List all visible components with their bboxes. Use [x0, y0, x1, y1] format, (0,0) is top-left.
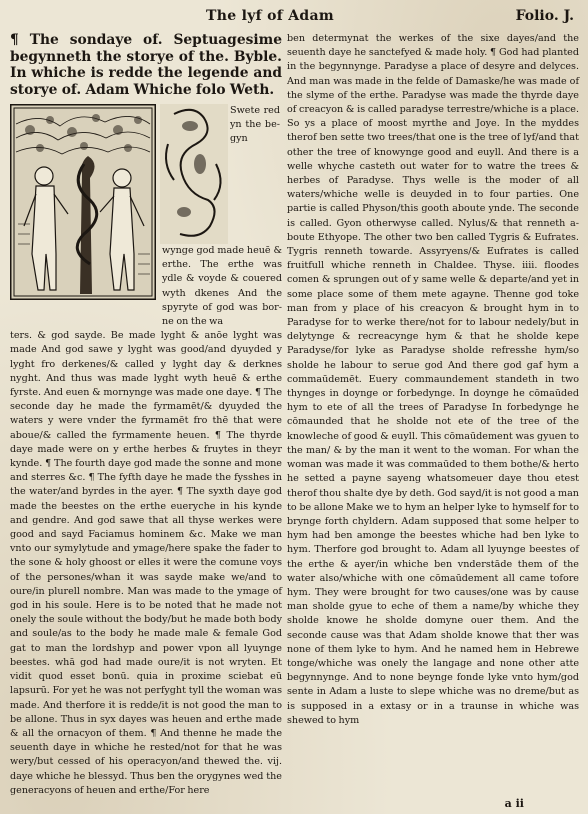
ornamental-initial: [160, 104, 228, 244]
left-column: [10, 32, 282, 798]
left-column-text: ters. & god sayde. Be made lyght & anōe lyght was made And god sawe y lyght was good/and dyuyded y lyght fro derkenes/& called y lyght day & derknes nyght. And thus was made lyght wyth heuē & erthe fyrste. And euen & mornynge was made one daye. ¶ The seconde day he made the fyrmamēt/& dyuyded the waters y were vnder the fyrmamēt fro thē that were aboue/& called the fyrmamente heuen. ¶ The thyrde daye made were on y erthe herbes & fruytes in theyr kynde. ¶ The fourth daye god made the sonne and mone and sterres &c. ¶ The fyfth daye he made the fysshes in the water/and byrdes in the ayer. ¶ The syxth daye god made the beestes on the erthe eueryche in his kynde and gendre. And god sawe that all thyse werkes were good and sayd Faciamus hominem &c. Make we man vnto our symylytude and ymage/here spake the fader to the sone & holy ghoost or elles it were the comune voys of the persones/whan it was sayde make we/and to oure/in plurell nombre. Man was made to the ymage of god in his soule. Here is to be noted that he made not onely the soule without the body/but he made both body and soule/as to the body he made male & female God gat to man the lordshyp and power vpon all lyuynge beestes. whā god had made oure/it is not wryten. Et vidit quod esset bonū. quia in proxime sciebat eū lapsurū. For yet he was not perfyght tyll the woman was made. And therfore it is redde/it is not good the man to be allone. Thus in syx dayes was heuen and erthe made & all the ornacyon of them. ¶ And thenne he made the seuenth daye in whiche he rested/not for that he was wery/but cessed of his operacyon/and thewed the. vij. daye whiche he blessyd. Thus ben the orygynes wed the generacyons of heuen and erthe/For here: [10, 330, 282, 796]
right-column-text: ben determynat the werkes of the sixe dayes/and the seuenth daye he sanctefyed & made holy. ¶ God had planted in the begynnynge. Paradyse a place of desyre and delyces. And man was made in the felde of Damaske/he was made of the slyme of the erthe. Paradyse was made the thyrde daye of creacyon & is called paradyse terrestre/whiche is a place. So ys a place of moost myrthe and Joye. In the myddes therof ben sette two trees/that one is the tree of lyf/and that other the tree of knowynge good and euyll. And there is a welle whyche casteth out water for to watre the trees & herbes of Paradyse. Thys welle is the moder of all waters/whiche welle is deuyded in to four parties. One partie is called Physon/this gooth aboute ynde. The seconde is called. Gyon otherwyse called. Nylus/& that renneth aboute Ethyope. The other two ben called Tygris & Eufrates. Tygris renneth towarde. Assyryens/& Eufrates is called fruitfull whiche renneth in Chaldee. Thyse. iiii. floodes comen & sprungen out of y same welle & departe/and yet in some place some of them mete agayne. Thenne god toke man from y place of his creacyon & brought hym in to Paradyse for to werke there/not for to labour nedely/but in delytynge & recreacynge hym & that he sholde kepe Paradyse/for lyke as Paradyse sholde refresshe hym/so sholde he labour to serue god And there god gaf hym a commaūdemēt. Euery commaundement standeth in two thynges in doynge or forbedynge. In doynge he cōmaūded hym to ete of all the trees of Paradyse In forbedynge he cōmaunded that he sholde not ete of the tree of the knowleche of good & euyll. This cōmaūdement was gyuen to the man/ & by the man it went to the woman. For whan the woman was made it was commaūded to them bothe/& herto he setted a payne sayeng whatsomeuer daye thou etest therof thou shalte dye by deth. God sayd/it is not good a man to be allone Make we to hym an helper lyke to hymself for to brynge forth chyldern. Adam supposed that some helper to hym had ben amonge the beestes whiche had ben lyke to hym. Therfore god brought to. Adam all lyuynge beestes of the erthe & ayer/in whiche ben vnderstāde them of the water also/whiche with one cōmaūdement all came tofore hym. They were brought for two causes/one was by cause man sholde gyue to eche of them a name/by whiche they sholde knowe he sholde domyne ouer them. And the seconde cause was that Adam sholde knowe that ther was none of them lyke to hym. And he named hem in Hebrewe tonge/whiche was onely the langage and none other atte begynnynge. And to none beynge fonde lyke vnto hym/god sente in Adam a luste to slepe whiche was no dreme/but as is supposed in a extasy or in a traunse in whiche was shewed to hym: [287, 33, 579, 726]
running-title: The lyf of Adam: [206, 8, 334, 24]
chapter-intro: ¶ The sondaye of. Septuagesime begynneth the storye of the. Byble. In whiche is redde the legende and storye of. Adam Whiche folo Weth.: [10, 32, 282, 98]
dropcap-continuation: Swete red yn the begyn: [230, 105, 280, 145]
text-beside-woodcut: wynge god made heuē & erthe. The erthe was ydle & voyde & couered wyth dkenes And the spyryte of god was borne on the wa: [162, 245, 282, 328]
right-column: [287, 32, 579, 728]
adam-and-eve-woodcut: [10, 104, 156, 300]
signature-mark: a ii: [504, 797, 524, 810]
folio-number: Folio. J.: [515, 8, 574, 24]
